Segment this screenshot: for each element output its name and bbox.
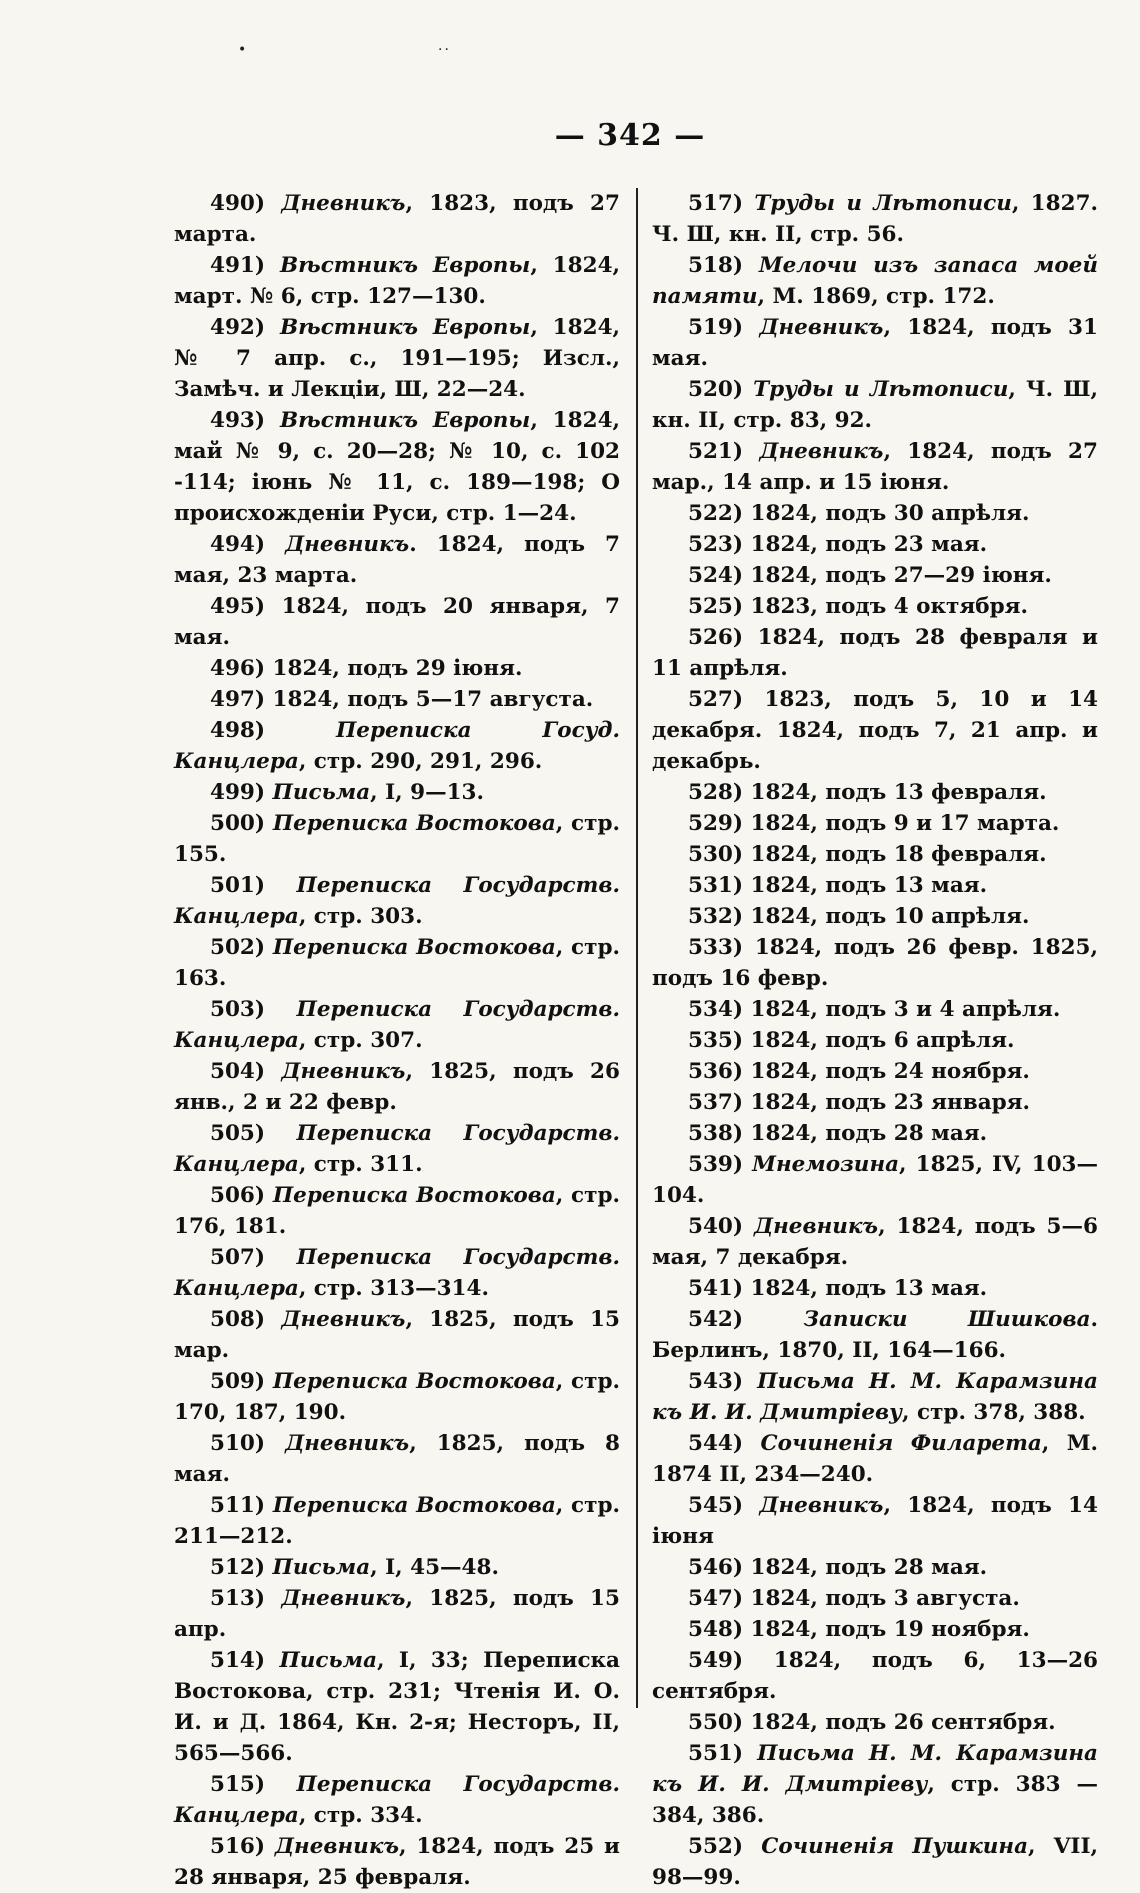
footnote-reference: , стр. 313—314. bbox=[298, 1276, 489, 1301]
footnote-reference: 1824, подъ 23 мая. bbox=[750, 532, 988, 557]
footnote-reference: , стр. 176, 181. bbox=[174, 1183, 620, 1239]
footnote-number: 491) bbox=[210, 253, 280, 278]
footnote-entry bbox=[174, 1645, 620, 1769]
footnote-reference: , 1825, подъ 26 янв., 2 и 22 февр. bbox=[174, 1059, 620, 1115]
footnote-reference: , стр. 383 — 384, 386. bbox=[652, 1772, 1098, 1828]
footnote-reference: 1824, подъ 24 ноября. bbox=[750, 1059, 1030, 1084]
footnote-reference: , стр. 211—212. bbox=[174, 1493, 620, 1549]
footnote-number: 495) bbox=[210, 594, 282, 619]
footnote-reference: 1824, подъ 28 мая. bbox=[750, 1121, 988, 1146]
footnote-reference: , стр. 307. bbox=[298, 1028, 423, 1053]
footnote-number: 525) bbox=[688, 594, 751, 619]
footnote-number: 514) bbox=[210, 1648, 280, 1673]
footnote-number: 539) bbox=[688, 1152, 753, 1177]
footnote-reference: , VII, 98—99. bbox=[652, 1834, 1098, 1890]
footnote-source-title: Дневникъ bbox=[281, 1307, 406, 1332]
footnote-number: 507) bbox=[210, 1245, 297, 1270]
footnote-number: 535) bbox=[688, 1028, 751, 1053]
footnote-entry bbox=[174, 1366, 620, 1428]
footnote-entry bbox=[174, 591, 620, 653]
footnote-reference: , М. 1869, стр. 172. bbox=[757, 284, 995, 309]
footnote-reference: 1824, подъ 28 мая. bbox=[750, 1555, 988, 1580]
footnote-entry bbox=[652, 1087, 1098, 1118]
footnote-source-title: Переписка Востокова bbox=[272, 1493, 556, 1518]
footnote-source-title: Переписка Востокова bbox=[272, 811, 556, 836]
footnote-number: 492) bbox=[210, 315, 280, 340]
footnote-entry bbox=[652, 1118, 1098, 1149]
footnote-entry bbox=[174, 870, 620, 932]
footnote-entry bbox=[652, 312, 1098, 374]
footnote-source-title: Дневникъ bbox=[274, 1834, 399, 1859]
footnote-source-title: Вѣстникъ Европы bbox=[279, 408, 531, 433]
footnote-number: 498) bbox=[210, 718, 336, 743]
footnote-entry bbox=[652, 436, 1098, 498]
footnote-entry bbox=[174, 1769, 620, 1831]
footnote-number: 499) bbox=[210, 780, 273, 805]
footnote-reference: , I, 9—13. bbox=[370, 780, 485, 805]
footnote-source-title: Дневникъ bbox=[753, 1214, 879, 1239]
footnote-reference: 1824, подъ 28 февраля и 11 апрѣля. bbox=[652, 625, 1098, 681]
footnote-entry bbox=[174, 1304, 620, 1366]
footnote-number: 501) bbox=[210, 873, 297, 898]
footnote-number: 494) bbox=[210, 532, 286, 557]
page-number: — 342 — bbox=[554, 118, 706, 153]
footnote-number: 519) bbox=[688, 315, 760, 340]
footnote-entry bbox=[652, 188, 1098, 250]
footnote-entry bbox=[652, 1428, 1098, 1490]
footnote-entry bbox=[652, 901, 1098, 932]
footnote-entry bbox=[652, 932, 1098, 994]
footnote-number: 515) bbox=[210, 1772, 297, 1797]
footnote-number: 532) bbox=[688, 904, 751, 929]
footnote-number: 551) bbox=[688, 1741, 758, 1766]
footnote-source-title: Дневникъ bbox=[281, 1059, 406, 1084]
footnote-entry bbox=[652, 1273, 1098, 1304]
footnote-number: 552) bbox=[688, 1834, 762, 1859]
footnote-entry bbox=[652, 250, 1098, 312]
footnote-source-title: Письма bbox=[272, 1555, 371, 1580]
footnote-number: 534) bbox=[688, 997, 751, 1022]
footnote-reference: 1824, подъ 3 и 4 апрѣля. bbox=[750, 997, 1061, 1022]
footnote-source-title: Письма Н. М. Карамзина къ И. И. Дмитріеву bbox=[652, 1741, 1098, 1797]
footnote-reference: , М. 1874 II, 234—240. bbox=[652, 1431, 1098, 1487]
footnote-reference: , 1825, IV, 103—104. bbox=[652, 1152, 1098, 1208]
footnote-entry bbox=[174, 1056, 620, 1118]
footnote-entry bbox=[652, 1304, 1098, 1366]
footnote-reference: , 1824, подъ 27 мар., 14 апр. и 15 іюня. bbox=[652, 439, 1098, 495]
footnote-source-title: Переписка Востокова bbox=[272, 935, 556, 960]
footnote-entry bbox=[652, 591, 1098, 622]
footnote-reference: , стр. 290, 291, 296. bbox=[298, 749, 543, 774]
footnote-number: 490) bbox=[210, 191, 282, 216]
footnote-number: 548) bbox=[688, 1617, 751, 1642]
footnote-reference: 1824, подъ 9 и 17 марта. bbox=[750, 811, 1060, 836]
footnote-number: 503) bbox=[210, 997, 297, 1022]
footnote-reference: , стр. 334. bbox=[298, 1803, 423, 1828]
footnote-reference: 1824, подъ 27—29 іюня. bbox=[750, 563, 1052, 588]
footnote-entry bbox=[652, 560, 1098, 591]
footnote-entry bbox=[174, 1583, 620, 1645]
footnote-number: 543) bbox=[688, 1369, 758, 1394]
footnote-entry bbox=[174, 1552, 620, 1583]
footnote-reference: , I, 33; Переписка Востокова, стр. 231; Чтенія И. О. И. и Д. 1864, Кн. 2-я; Несторъ, II, 565—566. bbox=[174, 1648, 620, 1766]
footnote-number: 523) bbox=[688, 532, 751, 557]
footnote-entry bbox=[652, 684, 1098, 777]
footnote-entry bbox=[652, 1831, 1098, 1893]
footnote-entry bbox=[652, 1025, 1098, 1056]
footnote-number: 540) bbox=[688, 1214, 754, 1239]
footnote-source-title: Переписка Востокова bbox=[272, 1183, 556, 1208]
speck-dot: • bbox=[238, 42, 249, 58]
footnote-number: 529) bbox=[688, 811, 751, 836]
footnote-reference: 1824, подъ 6, 13—26 сентября. bbox=[652, 1648, 1098, 1704]
footnote-number: 544) bbox=[688, 1431, 761, 1456]
footnote-source-title: Труды и Лѣтописи bbox=[754, 191, 1012, 216]
footnote-number: 546) bbox=[688, 1555, 751, 1580]
footnote-entry bbox=[174, 188, 620, 250]
footnote-entry bbox=[652, 622, 1098, 684]
footnote-source-title: Дневникъ bbox=[759, 315, 884, 340]
footnote-number: 520) bbox=[688, 377, 754, 402]
footnote-reference: 1824, подъ 13 мая. bbox=[750, 873, 988, 898]
footnote-source-title: Вѣстникъ Европы bbox=[279, 253, 531, 278]
footnote-reference: , 1824, подъ 14 іюня bbox=[652, 1493, 1098, 1549]
footnote-reference: 1824, подъ 26 сентября. bbox=[750, 1710, 1056, 1735]
footnote-reference: , 1827. Ч. Ш, кн. II, стр. 56. bbox=[652, 191, 1099, 247]
footnote-reference: 1824, подъ 10 апрѣля. bbox=[750, 904, 1030, 929]
footnote-entry bbox=[174, 777, 620, 808]
footnote-reference: , Ч. Ш, кн. II, стр. 83, 92. bbox=[652, 377, 1098, 433]
footnote-entry bbox=[652, 1211, 1098, 1273]
footnote-number: 526) bbox=[688, 625, 758, 650]
footnote-number: 504) bbox=[210, 1059, 282, 1084]
footnote-source-title: Сочиненія Филарета bbox=[760, 1431, 1042, 1456]
footnote-reference: , стр. 163. bbox=[174, 935, 620, 991]
footnote-reference: 1824, подъ 18 февраля. bbox=[750, 842, 1047, 867]
footnote-number: 518) bbox=[688, 253, 759, 278]
footnote-entry bbox=[174, 1242, 620, 1304]
footnote-entry bbox=[174, 405, 620, 529]
footnote-entry bbox=[174, 529, 620, 591]
footnote-number: 502) bbox=[210, 935, 273, 960]
footnote-number: 538) bbox=[688, 1121, 751, 1146]
footnote-reference: , 1825, подъ 15 апр. bbox=[174, 1586, 620, 1642]
footnote-reference: , стр. 378, 388. bbox=[902, 1400, 1086, 1425]
footnote-entry bbox=[652, 1366, 1098, 1428]
footnote-entry bbox=[174, 1180, 620, 1242]
footnote-source-title: Записки Шишкова bbox=[803, 1307, 1091, 1332]
footnote-entry bbox=[652, 498, 1098, 529]
footnote-entry bbox=[652, 1552, 1098, 1583]
footnote-entry bbox=[174, 994, 620, 1056]
footnote-reference: . 1824, подъ 7 мая, 23 марта. bbox=[174, 532, 620, 588]
footnote-reference: 1824, подъ 13 февраля. bbox=[750, 780, 1047, 805]
footnote-source-title: Сочиненія Пушкина bbox=[761, 1834, 1028, 1859]
footnote-number: 506) bbox=[210, 1183, 273, 1208]
footnote-source-title: Письма bbox=[279, 1648, 378, 1673]
footnote-source-title: Письма bbox=[272, 780, 371, 805]
footnote-number: 547) bbox=[688, 1586, 751, 1611]
footnote-reference: , 1824, подъ 31 мая. bbox=[652, 315, 1098, 371]
footnote-reference: , стр. 170, 187, 190. bbox=[174, 1369, 620, 1425]
left-column bbox=[174, 188, 620, 1893]
footnote-entry bbox=[174, 684, 620, 715]
footnote-reference: , 1823, подъ 27 марта. bbox=[174, 191, 620, 247]
footnote-entry bbox=[174, 808, 620, 870]
footnote-entry bbox=[652, 529, 1098, 560]
footnote-number: 508) bbox=[210, 1307, 282, 1332]
footnote-number: 496) bbox=[210, 656, 273, 681]
footnote-entry bbox=[652, 994, 1098, 1025]
footnote-entry bbox=[652, 1490, 1098, 1552]
footnote-reference: , 1825, подъ 15 мар. bbox=[174, 1307, 620, 1363]
footnote-reference: 1824, подъ 20 января, 7 мая. bbox=[174, 594, 620, 650]
footnote-entry bbox=[174, 715, 620, 777]
footnote-source-title: Дневникъ bbox=[759, 439, 884, 464]
footnote-number: 513) bbox=[210, 1586, 282, 1611]
footnote-entry bbox=[652, 1614, 1098, 1645]
footnote-number: 536) bbox=[688, 1059, 751, 1084]
footnote-number: 528) bbox=[688, 780, 751, 805]
footnote-number: 517) bbox=[688, 191, 755, 216]
footnote-source-title: Труды и Лѣтописи bbox=[753, 377, 1009, 402]
footnote-source-title: Мнемозина bbox=[752, 1152, 900, 1177]
footnote-source-title: Мелочи изъ запаса моей памяти bbox=[652, 253, 1098, 309]
footnote-reference: 1824, подъ 26 февр. 1825, подъ 16 февр. bbox=[652, 935, 1098, 991]
footnote-reference: 1824, подъ 29 іюня. bbox=[272, 656, 523, 681]
right-column bbox=[652, 188, 1098, 1893]
footnote-entry bbox=[652, 839, 1098, 870]
footnote-entry bbox=[174, 1831, 620, 1893]
footnote-entry bbox=[652, 777, 1098, 808]
footnote-reference: , стр. 303. bbox=[298, 904, 423, 929]
footnote-reference: , 1824, март. № 6, стр. 127—130. bbox=[174, 253, 621, 309]
footnote-number: 530) bbox=[688, 842, 751, 867]
footnote-source-title: Переписка Государств. Канцлера bbox=[174, 1121, 620, 1177]
footnote-reference: 1824, подъ 30 апрѣля. bbox=[750, 501, 1030, 526]
footnote-number: 511) bbox=[210, 1493, 273, 1518]
footnote-reference: 1824, подъ 19 ноября. bbox=[750, 1617, 1030, 1642]
footnote-entry bbox=[652, 1056, 1098, 1087]
footnote-entry bbox=[652, 1645, 1098, 1707]
footnote-source-title: Письма Н. М. Карамзина къ И. И. Дмитріеву bbox=[652, 1369, 1098, 1425]
footnote-reference: , I, 45—48. bbox=[370, 1555, 499, 1580]
footnote-entry bbox=[174, 653, 620, 684]
footnote-number: 531) bbox=[688, 873, 751, 898]
footnote-number: 505) bbox=[210, 1121, 297, 1146]
footnote-number: 541) bbox=[688, 1276, 751, 1301]
footnote-number: 550) bbox=[688, 1710, 751, 1735]
footnote-number: 522) bbox=[688, 501, 751, 526]
footnote-reference: , 1824, № 7 апр. с., 191—195; Изсл., Замѣч. и Лекціи, Ш, 22—24. bbox=[174, 315, 621, 402]
footnote-number: 521) bbox=[688, 439, 760, 464]
footnote-source-title: Дневникъ bbox=[281, 1586, 406, 1611]
footnote-number: 537) bbox=[688, 1090, 751, 1115]
footnote-source-title: Переписка Государств. Канцлера bbox=[174, 1245, 620, 1301]
footnote-reference: 1824, подъ 6 апрѣля. bbox=[750, 1028, 1015, 1053]
footnote-entry bbox=[652, 808, 1098, 839]
footnote-entry bbox=[652, 1707, 1098, 1738]
footnote-entry bbox=[174, 312, 620, 405]
footnote-entry bbox=[652, 374, 1098, 436]
footnote-reference: 1823, подъ 4 октября. bbox=[750, 594, 1028, 619]
footnote-source-title: Переписка Госуд. Канцлера bbox=[174, 718, 620, 774]
footnote-number: 533) bbox=[688, 935, 755, 960]
footnote-reference: 1824, подъ 13 мая. bbox=[750, 1276, 988, 1301]
footnote-entry bbox=[174, 1118, 620, 1180]
footnote-source-title: Дневникъ bbox=[759, 1493, 884, 1518]
footnote-source-title: Дневникъ bbox=[285, 1431, 410, 1456]
footnote-number: 524) bbox=[688, 563, 751, 588]
column-divider bbox=[636, 188, 638, 1708]
footnote-source-title: Переписка Государств. Канцлера bbox=[174, 873, 620, 929]
speck-dots: ·· bbox=[438, 42, 451, 58]
footnote-number: 527) bbox=[688, 687, 765, 712]
footnote-reference: , 1824, май № 9, с. 20—28; № 10, с. 102 -114; іюнь № 11, с. 189—198; О происхожденіи Руси, стр. 1—24. bbox=[174, 408, 621, 526]
footnote-number: 500) bbox=[210, 811, 273, 836]
footnote-number: 509) bbox=[210, 1369, 273, 1394]
footnote-reference: , стр. 311. bbox=[298, 1152, 423, 1177]
footnote-number: 512) bbox=[210, 1555, 273, 1580]
footnote-entry bbox=[174, 1490, 620, 1552]
footnote-source-title: Переписка Востокова bbox=[272, 1369, 556, 1394]
footnote-reference: 1824, подъ 23 января. bbox=[750, 1090, 1031, 1115]
footnote-reference: , стр. 155. bbox=[174, 811, 620, 867]
footnote-entry bbox=[652, 870, 1098, 901]
footnote-reference: , 1824, подъ 25 и 28 января, 25 февраля. bbox=[174, 1834, 621, 1890]
footnote-reference: , 1824, подъ 5—6 мая, 7 декабря. bbox=[652, 1214, 1098, 1270]
footnote-reference: , 1825, подъ 8 мая. bbox=[174, 1431, 620, 1487]
footnote-reference: . Берлинъ, 1870, II, 164—166. bbox=[652, 1307, 1098, 1363]
footnote-number: 545) bbox=[688, 1493, 760, 1518]
footnote-source-title: Вѣстникъ Европы bbox=[279, 315, 531, 340]
footnote-entry bbox=[652, 1738, 1098, 1831]
footnote-entry bbox=[174, 1428, 620, 1490]
footnote-number: 549) bbox=[688, 1648, 774, 1673]
footnote-source-title: Дневникъ bbox=[285, 532, 410, 557]
footnote-entry bbox=[652, 1149, 1098, 1211]
footnote-number: 510) bbox=[210, 1431, 286, 1456]
footnote-reference: 1824, подъ 3 августа. bbox=[750, 1586, 1020, 1611]
footnote-reference: 1823, подъ 5, 10 и 14 декабря. 1824, подъ 7, 21 апр. и декабрь. bbox=[652, 687, 1098, 774]
footnote-number: 542) bbox=[688, 1307, 804, 1332]
footnote-source-title: Переписка Государств. Канцлера bbox=[174, 997, 620, 1053]
footnote-number: 497) bbox=[210, 687, 273, 712]
footnote-reference: 1824, подъ 5—17 августа. bbox=[272, 687, 594, 712]
footnote-source-title: Переписка Государств. Канцлера bbox=[174, 1772, 620, 1828]
footnote-source-title: Дневникъ bbox=[281, 191, 406, 216]
footnote-entry bbox=[652, 1583, 1098, 1614]
footnote-entry bbox=[174, 250, 620, 312]
footnote-number: 516) bbox=[210, 1834, 275, 1859]
footnote-number: 493) bbox=[210, 408, 280, 433]
footnote-entry bbox=[174, 932, 620, 994]
